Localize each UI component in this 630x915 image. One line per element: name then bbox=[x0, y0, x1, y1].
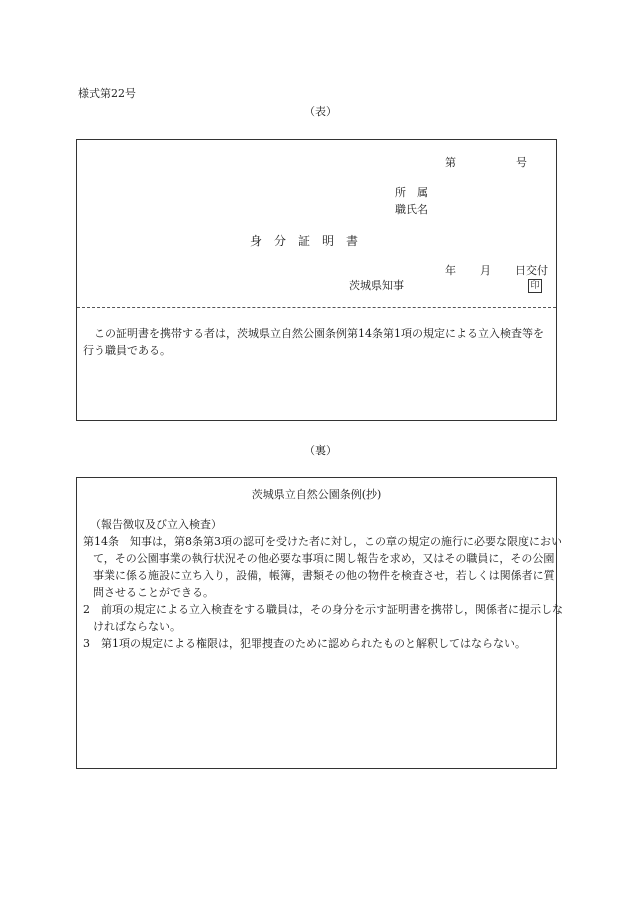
back-label: （裏） bbox=[304, 444, 337, 457]
back-card bbox=[76, 477, 563, 769]
date-year-label: 年 bbox=[445, 264, 456, 277]
paragraph-3: 3 第1項の規定による権限は，犯罪捜査のために認められたものと解釈してはならない。 bbox=[83, 637, 526, 650]
seal-stamp: 印 bbox=[528, 279, 542, 293]
seal-mark bbox=[528, 279, 542, 293]
certificate-statement: この証明書を携帯する者は，茨城県立自然公園条例第14条第1項の規定による立入検査等を行う職員である。 bbox=[83, 327, 544, 357]
article-14-text: 第14条 知事は，第8条第3項の認可を受けた者に対し，この章の規定の施行に必要な限度において，その公園事業の執行状況その他必要な事項に関し報告を求め，又はその職員に，その公園事業に係る施設に立ち入り，設備，帳簿，書類その他の物件を検査させ，若しくは関係者に質問させることができる。 bbox=[83, 535, 562, 599]
issuer: 茨城県知事 bbox=[349, 279, 404, 292]
ordinance-title: 茨城県立自然公園条例(抄) bbox=[251, 488, 382, 501]
certificate-number-suffix: 号 bbox=[516, 156, 527, 169]
document-title: 身 分 証 明 書 bbox=[250, 234, 359, 248]
name-label: 職氏名 bbox=[395, 203, 428, 216]
date-month-label: 月 bbox=[480, 264, 491, 277]
certificate-number-prefix: 第 bbox=[445, 156, 456, 169]
paragraph-2: 2 前項の規定による立入検査をする職員は，その身分を示す証明書を携帯し，関係者に提示しなければならない。 bbox=[83, 603, 563, 633]
front-label: （表） bbox=[304, 105, 337, 118]
affiliation-label: 所 属 bbox=[395, 186, 428, 199]
date-issued-label: 日交付 bbox=[515, 264, 548, 277]
cut-line bbox=[77, 307, 556, 308]
front-card bbox=[76, 139, 557, 421]
article-heading: （報告徴収及び立入検査） bbox=[90, 518, 222, 531]
form-number: 様式第22号 bbox=[78, 87, 136, 100]
